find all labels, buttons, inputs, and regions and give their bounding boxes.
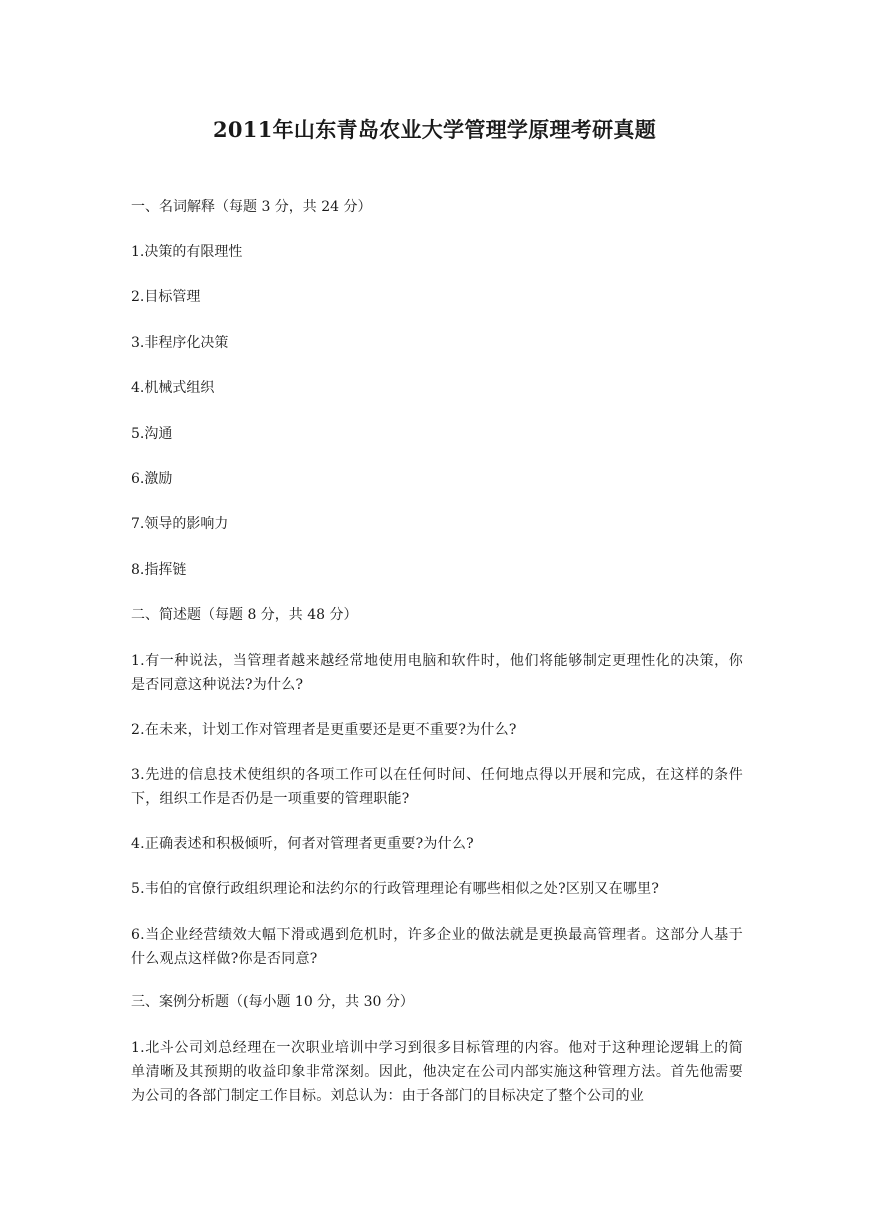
section2-heading: 二、简述题（每题 8 分，共 48 分） — [131, 607, 358, 623]
section1-heading: 一、名词解释（每题 3 分，共 24 分） — [131, 199, 372, 215]
section1-item-2: 2.目标管理 — [131, 289, 201, 305]
section2-item-6: 6.当企业经营绩效大幅下滑或遇到危机时，许多企业的做法就是更换最高管理者。这部分人基于什么观点这样做?你是否同意? — [131, 927, 743, 967]
section1-item-6: 6.激励 — [131, 471, 173, 487]
section1-item-8: 8.指挥链 — [131, 562, 187, 578]
section1-item-1: 1.决策的有限理性 — [131, 244, 243, 260]
section1-item-4: 4.机械式组织 — [131, 380, 215, 396]
section1-item-7: 7.领导的影响力 — [131, 516, 229, 532]
section1-item-3: 3.非程序化决策 — [131, 335, 229, 351]
section2-item-1: 1.有一种说法，当管理者越来越经常地使用电脑和软件时，他们将能够制定更理性化的决策，你是否同意这种说法?为什么? — [131, 653, 743, 693]
section3-item-1: 1.北斗公司刘总经理在一次职业培训中学习到很多目标管理的内容。他对于这种理论逻辑上的简单清晰及其预期的收益印象非常深刻。因此，他决定在公司内部实施这种管理方法。首先他需要为公司的各部门制定工作目标。刘总认为：由于各部门的目标决定了整个公司的业 — [131, 1040, 743, 1104]
document-title: 2011年山东青岛农业大学管理学原理考研真题 — [212, 117, 657, 142]
section2-item-5: 5.韦伯的官僚行政组织理论和法约尔的行政管理理论有哪些相似之处?区别又在哪里? — [131, 881, 660, 897]
section2-item-3: 3.先进的信息技术使组织的各项工作可以在任何时间、任何地点得以开展和完成，在这样的条件下，组织工作是否仍是一项重要的管理职能? — [131, 767, 743, 807]
section1-item-5: 5.沟通 — [131, 426, 173, 442]
section2-item-2: 2.在未来，计划工作对管理者是更重要还是更不重要?为什么? — [131, 722, 517, 738]
section2-item-4: 4.正确表述和积极倾听，何者对管理者更重要?为什么? — [131, 836, 474, 852]
section3-heading: 三、案例分析题（(每小题 10 分，共 30 分） — [131, 994, 414, 1010]
